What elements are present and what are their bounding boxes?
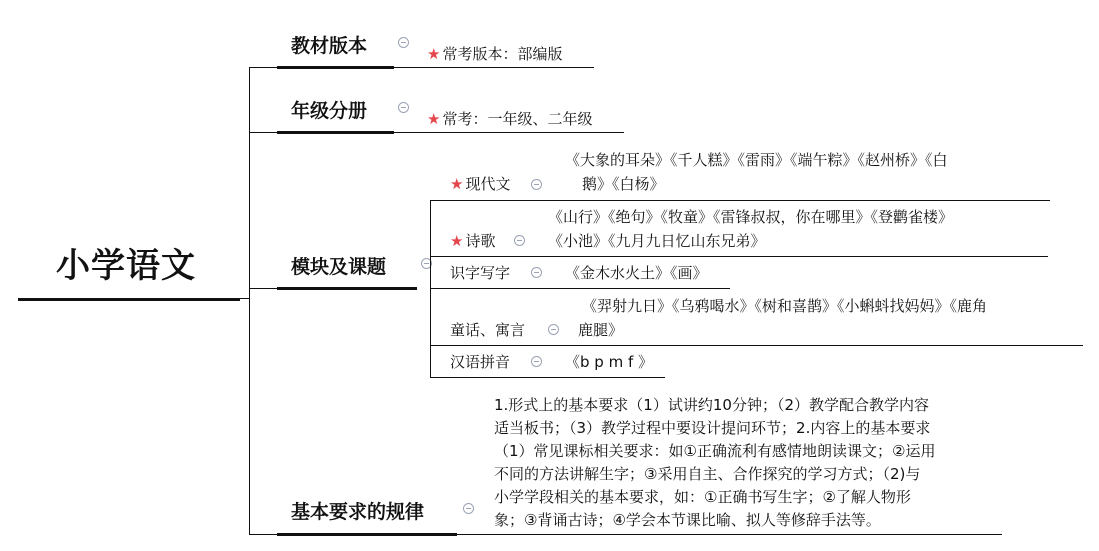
branch-grade-collapse-icon[interactable] (398, 102, 409, 113)
module-poetry-underline (430, 256, 1048, 257)
module-item-modern-text[interactable] (450, 172, 510, 196)
main-connector (249, 67, 250, 534)
star-icon: ★ (450, 175, 464, 193)
branch-rules-connector (249, 534, 277, 535)
rules-line: 1.形式上的基本要求（1）试讲约10分钟；（2）教学配合教学内容 (494, 396, 929, 414)
branch-grade-label[interactable]: 年级分册 (291, 100, 368, 122)
root-topic: 小学语文 (56, 246, 196, 286)
branch-textbook-collapse-icon[interactable] (398, 37, 409, 48)
branch-rules-underline (277, 533, 457, 536)
grade-note (427, 107, 592, 131)
rules-line: 象；③背诵古诗；④学会本节课比喻、拟人等修辞手法等。 (494, 511, 881, 529)
rules-note (494, 394, 935, 532)
branch-rules-label[interactable]: 基本要求的规律 (291, 501, 425, 523)
branch-textbook-connector (249, 67, 277, 68)
lesson-line: 鹅》《白杨》 (582, 175, 665, 193)
module-pinyin-collapse-icon[interactable] (531, 356, 542, 367)
textbook-note-connector (394, 67, 594, 68)
lesson-line: 《羿射九日》《乌鸦喝水》《树和喜鹊》《小蝌蚪找妈妈》《鹿角 (582, 297, 988, 315)
branch-textbook-label[interactable]: 教材版本 (291, 35, 368, 57)
module-item-label: 诗歌 (465, 232, 496, 250)
module-pinyin-lessons (565, 350, 653, 374)
lesson-line: 《金木水火土》《画》 (565, 264, 708, 282)
lesson-line: 《山行》《绝句》《牧童》《雷锋叔叔，你在哪里》《登鹳雀楼》 (548, 208, 954, 226)
lesson-line: 鹿腿》 (578, 321, 624, 339)
lesson-line: 《大象的耳朵》《千人糕》《雷雨》《端午粽》《赵州桥》《白 (565, 151, 948, 169)
branch-grade-underline (277, 131, 394, 134)
module-item-pinyin[interactable]: 汉语拼音 (450, 353, 511, 371)
module-item-fairy-tales[interactable]: 童话、寓言 (450, 321, 526, 339)
grade-note-text: 常考：一年级、二年级 (442, 110, 593, 128)
branch-modules-underline (277, 287, 417, 290)
module-modern-collapse-icon[interactable] (531, 179, 542, 190)
textbook-note (427, 42, 562, 66)
module-fairy-collapse-icon[interactable] (548, 324, 559, 335)
module-item-label: 现代文 (465, 175, 511, 193)
rules-line: 不同的方法讲解生字；③采用自主、合作探究的学习方式；（2)与 (494, 465, 921, 483)
star-icon: ★ (427, 45, 441, 63)
rules-line: 小学学段相关的基本要求，如：①正确书写生字；②了解人物形 (494, 488, 911, 506)
grade-note-connector (394, 132, 624, 133)
module-modern-lessons (565, 148, 948, 196)
module-fairy-underline (430, 345, 1083, 346)
rules-note-connector (457, 534, 1002, 535)
branch-rules-collapse-icon[interactable] (463, 503, 474, 514)
root-connector (240, 298, 250, 299)
rules-line: （1）常见课标相关要求：如①正确流利有感情地朗读课文；②运用 (494, 442, 936, 460)
branch-grade-connector (249, 132, 277, 133)
module-modern-underline (430, 200, 1050, 201)
module-poetry-lessons (548, 205, 953, 253)
star-icon: ★ (427, 110, 441, 128)
rules-line: 适当板书；（3）教学过程中要设计提问环节；2.内容上的基本要求 (494, 419, 931, 437)
module-item-characters[interactable]: 识字写字 (450, 264, 511, 282)
lesson-line: 《小池》《九月九日忆山东兄弟》 (548, 232, 766, 250)
module-poetry-collapse-icon[interactable] (514, 235, 525, 246)
branch-modules-label[interactable]: 模块及课题 (291, 256, 387, 278)
module-characters-underline (430, 288, 730, 289)
module-item-poetry[interactable] (450, 229, 495, 253)
module-pinyin-underline (430, 377, 665, 378)
module-fairy-lessons (578, 294, 988, 342)
branch-textbook-underline (277, 66, 394, 69)
star-icon: ★ (450, 232, 464, 250)
module-characters-collapse-icon[interactable] (531, 267, 542, 278)
root-underline (18, 298, 240, 301)
textbook-note-text: 常考版本：部编版 (442, 45, 563, 63)
branch-modules-connector (249, 288, 277, 289)
module-characters-lessons (565, 261, 708, 285)
lesson-line: 《b p m f 》 (565, 353, 654, 371)
